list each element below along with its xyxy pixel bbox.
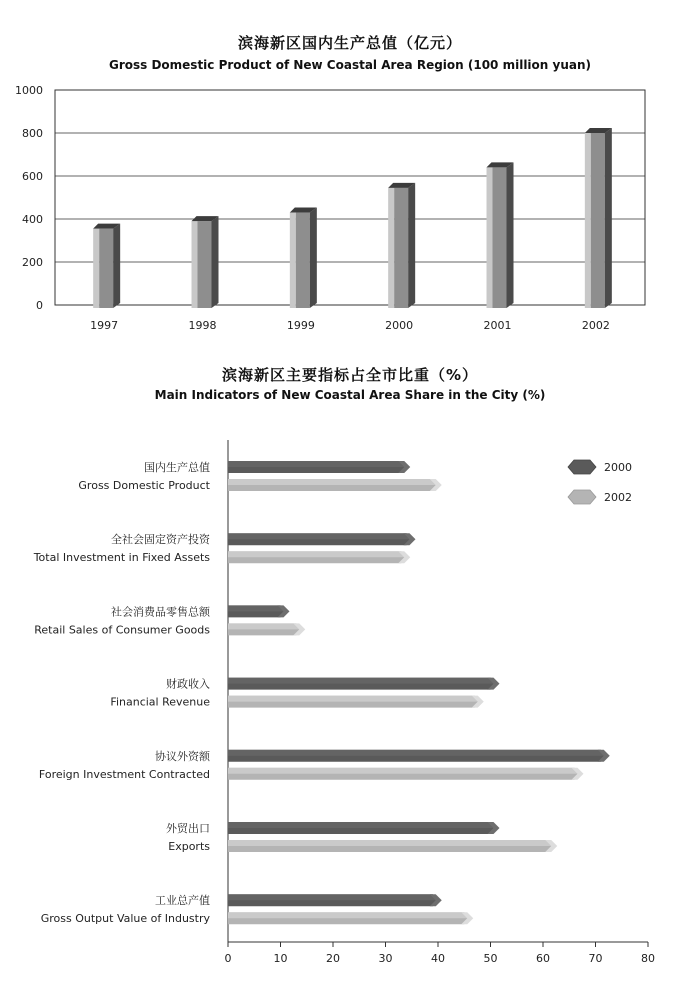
bar-2000-highlight	[228, 605, 287, 611]
category-label-cn: 国内生产总值	[144, 461, 210, 474]
bar-group	[228, 750, 610, 780]
bar-2002-highlight	[228, 696, 481, 702]
bar-2000-highlight	[228, 678, 497, 684]
x-tick-label: 2002	[581, 319, 610, 332]
x-tick-label: 0	[224, 952, 232, 965]
bar-group	[228, 894, 473, 924]
category-label-en: Financial Revenue	[110, 695, 210, 709]
bar-group	[228, 605, 305, 635]
y-tick-label: 400	[22, 213, 43, 226]
y-tick-label: 600	[22, 170, 43, 183]
category-label-en: Gross Output Value of Industry	[40, 912, 210, 926]
x-tick-label: 2000	[385, 319, 414, 332]
x-tick-label: 50	[483, 952, 498, 965]
bar-2000-highlight	[228, 750, 607, 756]
chart1-subtitle: Gross Domestic Product of New Coastal Area Region (100 million yuan)	[108, 58, 591, 72]
legend-item	[568, 460, 632, 474]
bar-2000-highlight	[228, 533, 413, 539]
y-tick-label: 1000	[15, 84, 43, 97]
legend-label: 2002	[604, 491, 632, 504]
bar-2000-highlight	[228, 894, 439, 900]
bar-2000-highlight	[228, 822, 497, 828]
category-label-en: Retail Sales of Consumer Goods	[34, 623, 210, 637]
x-tick-label: 20	[326, 952, 340, 965]
bar-2002-highlight	[228, 551, 407, 557]
x-tick-label: 1997	[90, 319, 119, 332]
x-tick-label: 80	[641, 952, 655, 965]
category-label-cn: 社会消费品零售总额	[111, 605, 210, 619]
bar-2002-highlight	[228, 479, 439, 485]
bar-group	[228, 533, 416, 563]
chart2-title: 滨海新区主要指标占全市比重（%）	[221, 366, 479, 384]
bar-2002-highlight	[228, 768, 581, 774]
category-label-cn: 财政收入	[166, 677, 210, 691]
bar-2002-highlight	[228, 912, 470, 918]
x-tick-label: 1999	[286, 319, 315, 332]
category-label-cn: 工业总产值	[155, 894, 210, 908]
category-label-cn: 全社会固定资产投资	[111, 533, 210, 547]
category-label-en: Foreign Investment Contracted	[38, 767, 210, 781]
category-label-cn: 外贸出口	[166, 822, 210, 835]
bar-group	[228, 461, 442, 491]
legend-swatch	[568, 490, 596, 504]
legend-swatch	[568, 460, 596, 474]
x-tick-label: 2001	[483, 319, 512, 332]
x-tick-label: 70	[588, 952, 603, 965]
category-label-cn: 协议外资额	[155, 749, 210, 763]
bar-2002-highlight	[228, 623, 302, 629]
chart2-subtitle: Main Indicators of New Coastal Area Share in the City (%)	[154, 388, 546, 402]
y-tick-label: 200	[22, 256, 43, 269]
legend-item	[568, 490, 632, 504]
x-tick-label: 10	[273, 952, 288, 965]
chart1-title: 滨海新区国内生产总值（亿元）	[237, 34, 462, 52]
x-tick-label: 40	[431, 952, 445, 965]
category-label-en: Gross Domestic Product	[78, 479, 210, 492]
bar-group	[228, 678, 500, 708]
x-tick-label: 1998	[188, 319, 217, 332]
y-tick-label: 800	[22, 127, 43, 140]
legend-label: 2000	[604, 461, 632, 474]
y-tick-label: 0	[36, 299, 43, 312]
category-label-en: Exports	[168, 840, 210, 853]
bar-group	[228, 822, 557, 852]
x-tick-label: 60	[536, 952, 550, 965]
bar-2002-highlight	[228, 840, 554, 846]
bar-2000-highlight	[228, 461, 407, 467]
x-tick-label: 30	[378, 952, 393, 965]
category-label-en: Total Investment in Fixed Assets	[33, 551, 210, 565]
